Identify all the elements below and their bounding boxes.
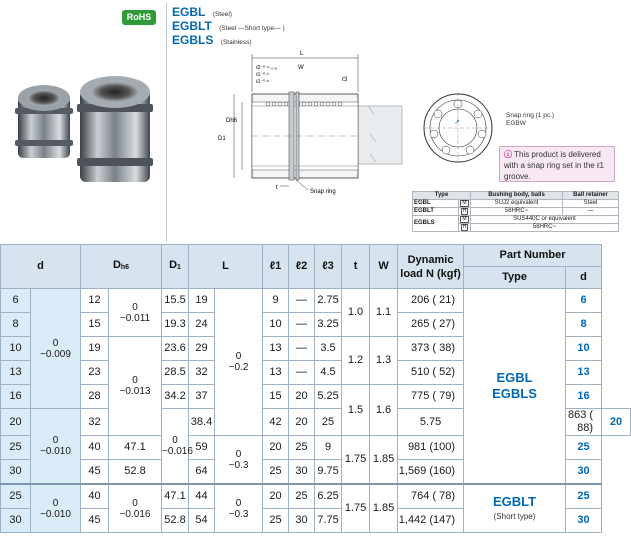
part-type-egbls: EGBLS <box>492 386 537 401</box>
cell-dh6-tol <box>109 337 162 436</box>
cell-l2: — <box>289 289 315 313</box>
part-d: 25 <box>566 436 602 460</box>
cell-d: 10 <box>1 337 31 361</box>
cell-t: 1.75 <box>342 484 370 533</box>
dim-L: L <box>300 51 304 57</box>
cell-L: 19 <box>189 289 215 313</box>
part-d: 10 <box>566 337 602 361</box>
cell-d: 25 <box>1 436 31 460</box>
cell-d-tol <box>31 409 81 485</box>
cell-l1: 13 <box>263 361 289 385</box>
cell-load: 863 ( 88) <box>566 409 602 436</box>
cell-w: 1.85 <box>370 484 398 533</box>
cell-l2: — <box>289 313 315 337</box>
model-egblt <box>172 19 382 33</box>
cell-d1: 52.8 <box>162 509 189 533</box>
dim-l3: ℓ3 <box>342 77 348 83</box>
spec-header-retainer: Ball retainer <box>563 192 619 200</box>
tol-upper: 0 <box>132 497 138 509</box>
tol-upper: 0 <box>52 337 59 349</box>
col-header-type: Type <box>464 267 566 289</box>
cell-l2: 25 <box>289 484 315 509</box>
cell-l1: 25 <box>263 509 289 533</box>
tol-upper: 0 <box>235 448 242 460</box>
tol-lower: −0.016 <box>119 508 151 520</box>
end-view-drawing <box>420 88 500 168</box>
cell-d1: 15.5 <box>162 289 189 313</box>
snap-ring-label: Snap ring <box>310 189 336 195</box>
cell-d: 6 <box>1 289 31 313</box>
spec-mark: H <box>462 224 467 230</box>
cell-l3: 9 <box>315 436 342 460</box>
cell-load: 206 ( 21) <box>398 289 464 313</box>
cell-dh6: 28 <box>81 385 109 409</box>
part-type-short-note: (Short type) <box>493 512 536 521</box>
cell-w: 1.1 <box>370 289 398 337</box>
cell-dh6: 12 <box>81 289 109 313</box>
cell-dh6-tol <box>109 289 162 337</box>
cell-d: 25 <box>1 484 31 509</box>
tol-lower: −0.010 <box>40 446 71 457</box>
col-header-d: d <box>1 245 81 289</box>
cell-l1: 15 <box>263 385 289 409</box>
cell-L: 32 <box>189 361 215 385</box>
cell-w: 1.6 <box>370 385 398 436</box>
header-divider <box>166 3 167 241</box>
cell-L: 44 <box>189 484 215 509</box>
cell-d1: 34.2 <box>162 385 189 409</box>
cell-L: 54 <box>189 509 215 533</box>
col-header-d1: $D_1$ <box>162 245 189 289</box>
cell-load: 981 (100) <box>398 436 464 460</box>
cell-l1: 20 <box>289 409 315 436</box>
cell-d-tol <box>31 289 81 409</box>
tol-upper: 0 <box>172 435 178 446</box>
col-header-l1: ℓ1 <box>263 245 289 289</box>
part-d: 20 <box>602 409 631 436</box>
cell-dh6: 40 <box>81 436 109 460</box>
cell-l3: 9.75 <box>315 460 342 485</box>
dim-Dh6: Dh6 <box>226 118 238 124</box>
cell-d-tol <box>31 484 81 533</box>
cell-d1: 47.1 <box>109 436 162 460</box>
model-egbl <box>172 5 382 19</box>
spec-body: 58HRC~ <box>471 208 563 216</box>
part-d: 6 <box>566 289 602 313</box>
cell-l3: 4.5 <box>315 361 342 385</box>
spec-mark: M <box>462 200 467 206</box>
cell-w: 1.3 <box>370 337 398 385</box>
model-code: EGBLT <box>172 19 212 33</box>
cell-d1: 47.1 <box>162 484 189 509</box>
cell-d: 30 <box>1 460 31 485</box>
col-header-L: L <box>189 245 263 289</box>
cell-dh6: 23 <box>81 361 109 385</box>
tol-lower: −0.3 <box>228 459 249 471</box>
cell-d1: 19.3 <box>162 313 189 337</box>
model-note: (Steel —Short type— ) <box>219 25 285 32</box>
cell-l1: 9 <box>263 289 289 313</box>
tol-upper: 0 <box>132 301 138 313</box>
cell-L-tol <box>215 484 263 533</box>
dim-t: t <box>276 185 278 191</box>
cell-l1: 20 <box>263 484 289 509</box>
cell-load: 775 ( 79) <box>398 385 464 409</box>
cell-l2: 25 <box>315 409 342 436</box>
part-d: 30 <box>566 460 602 485</box>
spec-body: 58HRC~ <box>471 224 619 232</box>
cell-t: 1.2 <box>342 337 370 385</box>
cell-L: 64 <box>189 460 215 485</box>
cell-l2: 30 <box>289 460 315 485</box>
cell-dh6-tol <box>109 484 162 533</box>
cell-dh6: 45 <box>81 509 109 533</box>
col-header-load: Dynamic load N (kgf) <box>398 245 464 289</box>
cell-w: 1.85 <box>370 436 398 485</box>
cell-L: 37 <box>189 385 215 409</box>
tol-lower: −0.009 <box>40 348 71 360</box>
info-icon: ⓘ <box>504 150 512 159</box>
rohs-badge: RoHS <box>122 10 156 25</box>
cell-d: 8 <box>1 313 31 337</box>
cell-l3: 5.75 <box>398 409 464 436</box>
model-code: EGBL <box>172 5 206 19</box>
spec-header-body: Bushing body, balls <box>471 192 563 200</box>
spec-mark: H <box>462 208 467 214</box>
cell-dh6: 32 <box>81 409 109 436</box>
part-type-short <box>464 484 566 533</box>
cell-l2: 25 <box>289 436 315 460</box>
part-type-egblt: EGBLT <box>492 494 537 509</box>
tol-lower: −0.016 <box>162 446 193 457</box>
col-header-part-d: d <box>566 267 602 289</box>
spec-body: SUS440C or equivalent <box>471 216 619 224</box>
cell-l3: 5.25 <box>315 385 342 409</box>
tol-upper: 0 <box>132 375 138 386</box>
col-header-dh6: $D_{h6}$ <box>81 245 162 289</box>
cell-d1: 38.4 <box>189 409 215 436</box>
col-header-l2: ℓ2 <box>289 245 315 289</box>
end-view-mark: ↗ <box>454 119 460 126</box>
cell-l3: 2.75 <box>315 289 342 313</box>
spec-type: EGBLT <box>413 208 459 216</box>
part-type-main <box>464 289 566 485</box>
spec-header-type: Type <box>413 192 471 200</box>
cell-t: 1.5 <box>342 385 370 436</box>
dim-D1: D1 <box>218 136 226 142</box>
cell-d: 30 <box>1 509 31 533</box>
tol-lower: −0.3 <box>228 508 249 520</box>
cell-l1: 25 <box>263 460 289 485</box>
spec-type: EGBLS <box>413 216 459 232</box>
tol-upper: 0 <box>52 435 59 446</box>
cell-load: 510 ( 52) <box>398 361 464 385</box>
cell-t: 1.0 <box>342 289 370 337</box>
cell-dh6: 45 <box>81 460 109 485</box>
cell-l3: 7.75 <box>315 509 342 533</box>
cell-l3: 3.25 <box>315 313 342 337</box>
delivery-note-text: This product is delivered with a snap ring set in the ℓ1 groove. <box>504 150 604 181</box>
part-d: 25 <box>566 484 602 509</box>
cell-load: 265 ( 27) <box>398 313 464 337</box>
cell-L: 42 <box>263 409 289 436</box>
cell-d: 13 <box>1 361 31 385</box>
cell-d: 16 <box>1 385 31 409</box>
cell-dh6-tol <box>162 409 193 485</box>
dim-W: W <box>298 65 304 71</box>
tol-lower: −0.013 <box>119 386 151 397</box>
col-header-t: t <box>342 245 370 289</box>
side-view-drawing <box>172 44 407 204</box>
spec-type: EGBL <box>413 200 459 208</box>
table-row <box>1 289 631 313</box>
part-d: 16 <box>566 385 602 409</box>
snap-ring-code: EGBW <box>506 120 526 127</box>
cell-d1: 52.8 <box>109 460 162 485</box>
col-header-l3: ℓ3 <box>315 245 342 289</box>
col-header-w: W <box>370 245 398 289</box>
cell-L-tol <box>215 436 263 485</box>
cell-load: 373 ( 38) <box>398 337 464 361</box>
cell-t: 1.75 <box>342 436 370 485</box>
cell-dh6: 40 <box>81 484 109 509</box>
dimension-table <box>0 244 631 533</box>
table-row <box>1 484 631 509</box>
tol-upper: 0 <box>52 497 59 509</box>
tol-upper: 0 <box>235 351 242 362</box>
cell-l3: 6.25 <box>315 484 342 509</box>
cell-load: 1,442 (147) <box>398 509 464 533</box>
material-spec-table <box>412 191 619 232</box>
cell-l1: 10 <box>263 313 289 337</box>
linear-bushing-photo <box>0 0 165 242</box>
snap-ring-note <box>506 112 616 128</box>
snap-ring-text: Snap ring (1 pc.) <box>506 112 555 119</box>
col-header-part-number: Part Number <box>464 245 602 267</box>
cell-dh6: 15 <box>81 313 109 337</box>
model-note: (Stainless) <box>220 39 252 46</box>
tol-upper: 0 <box>235 497 242 509</box>
cell-l2: 30 <box>289 509 315 533</box>
spec-mark: M <box>462 216 467 222</box>
tol-lower: −0.2 <box>228 362 249 373</box>
cell-l1: 13 <box>263 337 289 361</box>
model-list <box>172 5 382 47</box>
cell-load: 764 ( 78) <box>398 484 464 509</box>
cell-L: 29 <box>189 337 215 361</box>
cell-L: 24 <box>189 313 215 337</box>
model-code: EGBLS <box>172 33 214 47</box>
cell-d1: 23.6 <box>162 337 189 361</box>
part-d: 30 <box>566 509 602 533</box>
cell-l2: — <box>289 361 315 385</box>
cell-L-tol <box>215 289 263 436</box>
cell-l2: 20 <box>289 385 315 409</box>
dim-l1b: ℓ1⁻⁰·⁸ <box>256 79 269 85</box>
cell-d1: 28.5 <box>162 361 189 385</box>
product-photo <box>0 0 165 242</box>
spec-retainer: — <box>563 208 619 216</box>
tol-lower: −0.011 <box>119 312 151 324</box>
cell-l3: 3.5 <box>315 337 342 361</box>
cell-l2: — <box>289 337 315 361</box>
part-d: 8 <box>566 313 602 337</box>
part-d: 13 <box>566 361 602 385</box>
cell-l1: 20 <box>263 436 289 460</box>
cell-d: 20 <box>1 409 31 436</box>
spec-retainer: Steel <box>563 200 619 208</box>
dim-l1: ℓ1⁻⁰·⁵ <box>256 72 269 78</box>
cell-L: 59 <box>189 436 215 460</box>
part-type-egbl: EGBL <box>496 370 533 385</box>
spec-body: SUJ2 equivalent <box>471 200 563 208</box>
cell-load: 1,569 (160) <box>398 460 464 485</box>
dim-l2: ℓ2⁻⁰·⁵₋₀.₈ <box>256 65 277 71</box>
tol-lower: −0.010 <box>40 508 71 520</box>
cell-dh6: 19 <box>81 337 109 361</box>
model-note: (Steel) <box>212 11 232 18</box>
delivery-note <box>499 146 615 182</box>
